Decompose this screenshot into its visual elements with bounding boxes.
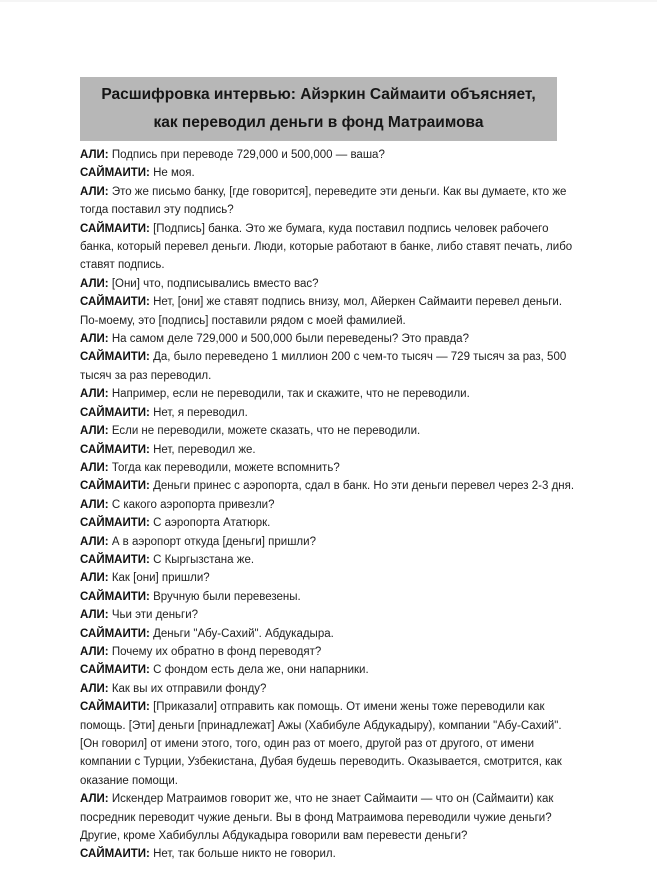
- speaker-name: АЛИ:: [80, 609, 112, 622]
- speech-text: [Они] что, подписывались вместо вас?: [111, 277, 319, 290]
- speech-text: Искендер Матраимов говорит же, что не знает Саймаити — что он (Саймаити) как посредник переводит чужие деньги. Вы в фонд Матраимова переводили чужие деньги? Другие, кроме Хабибуллы Абдукадыра говорили вам перевести деньги?: [80, 793, 554, 843]
- dialogue-turn: [80, 441, 579, 459]
- dialogue-turn: [80, 845, 579, 863]
- speech-text: [Приказали] отправить как помощь. От имени жены тоже переводили как помощь. [Эти] деньги [принадлежат] Ажы (Хабибуле Абдукадыру), компании "Абу-Сахий". [Он говорил] от имени этого, того, один раз от моего, другой раз от другого, от имени компании с Турции, Узбекистана, Дубая будешь переводить. Оказывается, смотрится, как оказание помощи.: [80, 701, 562, 787]
- title-banner: [80, 77, 557, 141]
- dialogue-turn: [80, 330, 579, 348]
- dialogue-turn: [80, 661, 579, 679]
- speech-text: Вручную были перевезены.: [153, 590, 301, 603]
- dialogue-turn: [80, 625, 579, 643]
- speech-text: Нет, так больше никто не говорил.: [153, 848, 336, 861]
- dialogue-turn: [80, 146, 579, 164]
- speech-text: С какого аэропорта привезли?: [111, 498, 275, 511]
- dialogue-turn: [80, 643, 579, 661]
- speaker-name: САЙМАИТИ:: [80, 351, 154, 364]
- dialogue-turn: [80, 606, 579, 624]
- dialogue-turn: [80, 293, 579, 330]
- speech-text: Подпись при переводе 729,000 и 500,000 — ваша?: [111, 149, 385, 161]
- speech-text: Если не переводили, можете сказать, что не переводили.: [111, 425, 421, 438]
- speech-text: Нет, переводил же.: [153, 443, 256, 456]
- speaker-name: АЛИ:: [80, 333, 112, 346]
- dialogue-turn: [80, 220, 579, 275]
- dialogue-turn: [80, 183, 579, 220]
- speaker-name: САЙМАИТИ:: [80, 296, 154, 309]
- speaker-name: АЛИ:: [80, 388, 112, 401]
- interview-transcript: [80, 146, 579, 864]
- speaker-name: САЙМАИТИ:: [80, 406, 154, 419]
- dialogue-turn: [80, 459, 579, 477]
- speech-text: С аэропорта Ататюрк.: [153, 517, 271, 530]
- speaker-name: АЛИ:: [80, 682, 112, 695]
- speech-text: Деньги принес с аэропорта, сдал в банк. Но эти деньги перевел через 2-3 дня.: [153, 480, 575, 493]
- dialogue-turn: [80, 404, 579, 422]
- speaker-name: САЙМАИТИ:: [80, 848, 154, 861]
- speaker-name: САЙМАИТИ:: [80, 553, 154, 566]
- speaker-name: АЛИ:: [80, 185, 112, 198]
- dialogue-turn: [80, 164, 579, 182]
- speaker-name: САЙМАИТИ:: [80, 480, 154, 493]
- speaker-name: САЙМАИТИ:: [80, 167, 154, 180]
- speaker-name: АЛИ:: [80, 498, 112, 511]
- speech-text: На самом деле 729,000 и 500,000 были переведены? Это правда?: [111, 333, 469, 346]
- speaker-name: АЛИ:: [80, 149, 112, 161]
- speech-text: Например, если не переводили, так и скажите, что не переводили.: [111, 388, 470, 401]
- speech-text: Чьи эти деньги?: [111, 609, 199, 622]
- dialogue-turn: [80, 551, 579, 569]
- speaker-name: АЛИ:: [80, 461, 112, 474]
- dialogue-turn: [80, 422, 579, 440]
- speech-text: С Кыргызстана же.: [153, 553, 255, 566]
- document-title-line1: Расшифровка интервью: Айэркин Саймаити объясняет,: [101, 85, 536, 103]
- speech-text: Нет, [они] же ставят подпись внизу, мол, Айеркен Саймаити перевел деньги. По-моему, это [подпись] поставили рядом с моей фамилией.: [80, 296, 563, 327]
- dialogue-turn: [80, 698, 579, 790]
- speaker-name: САЙМАИТИ:: [80, 590, 154, 603]
- dialogue-turn: [80, 348, 579, 385]
- dialogue-turn: [80, 385, 579, 403]
- speech-text: Как [они] пришли?: [111, 572, 210, 585]
- speaker-name: САЙМАИТИ:: [80, 701, 154, 714]
- speaker-name: АЛИ:: [80, 277, 112, 290]
- speech-text: Как вы их отправили фонду?: [111, 682, 267, 695]
- speech-text: А в аэропорт откуда [деньги] пришли?: [111, 535, 316, 548]
- speech-text: Деньги "Абу-Сахий". Абдукадыра.: [153, 627, 334, 640]
- speaker-name: АЛИ:: [80, 572, 112, 585]
- dialogue-turn: [80, 533, 579, 551]
- speaker-name: АЛИ:: [80, 793, 112, 806]
- document-title-line2: как переводил деньги в фонд Матраимова: [153, 114, 484, 131]
- dialogue-turn: [80, 790, 579, 845]
- speech-text: Да, было переведено 1 миллион 200 с чем-то тысяч — 729 тысяч за раз, 500 тысяч за раз переводил.: [80, 351, 567, 382]
- speaker-name: АЛИ:: [80, 645, 112, 658]
- dialogue-turn: [80, 496, 579, 514]
- speech-text: Это же письмо банку, [где говорится], переведите эти деньги. Как вы думаете, кто же тогда поставил эту подпись?: [80, 185, 567, 217]
- speaker-name: САЙМАИТИ:: [80, 517, 154, 530]
- speaker-name: АЛИ:: [80, 425, 112, 438]
- dialogue-turn: [80, 275, 579, 293]
- speaker-name: САЙМАИТИ:: [80, 627, 154, 640]
- speech-text: С фондом есть дела же, они напарники.: [153, 664, 369, 677]
- speaker-name: САЙМАИТИ:: [80, 664, 154, 677]
- speech-text: Почему их обратно в фонд переводят?: [111, 645, 322, 658]
- dialogue-turn: [80, 588, 579, 606]
- speech-text: Тогда как переводили, можете вспомнить?: [111, 461, 340, 474]
- speaker-name: САЙМАИТИ:: [80, 443, 154, 456]
- speech-text: [Подпись] банка. Это же бумага, куда поставил подпись человек рабочего банка, который перевел деньги. Люди, которые работают в банке, либо ставят печать, либо ставят подпись.: [80, 222, 573, 272]
- speaker-name: САЙМАИТИ:: [80, 222, 154, 235]
- dialogue-turn: [80, 477, 579, 495]
- dialogue-turn: [80, 680, 579, 698]
- speaker-name: АЛИ:: [80, 535, 112, 548]
- speech-text: Не моя.: [153, 167, 195, 180]
- dialogue-turn: [80, 569, 579, 587]
- dialogue-turn: [80, 514, 579, 532]
- speech-text: Нет, я переводил.: [153, 406, 248, 419]
